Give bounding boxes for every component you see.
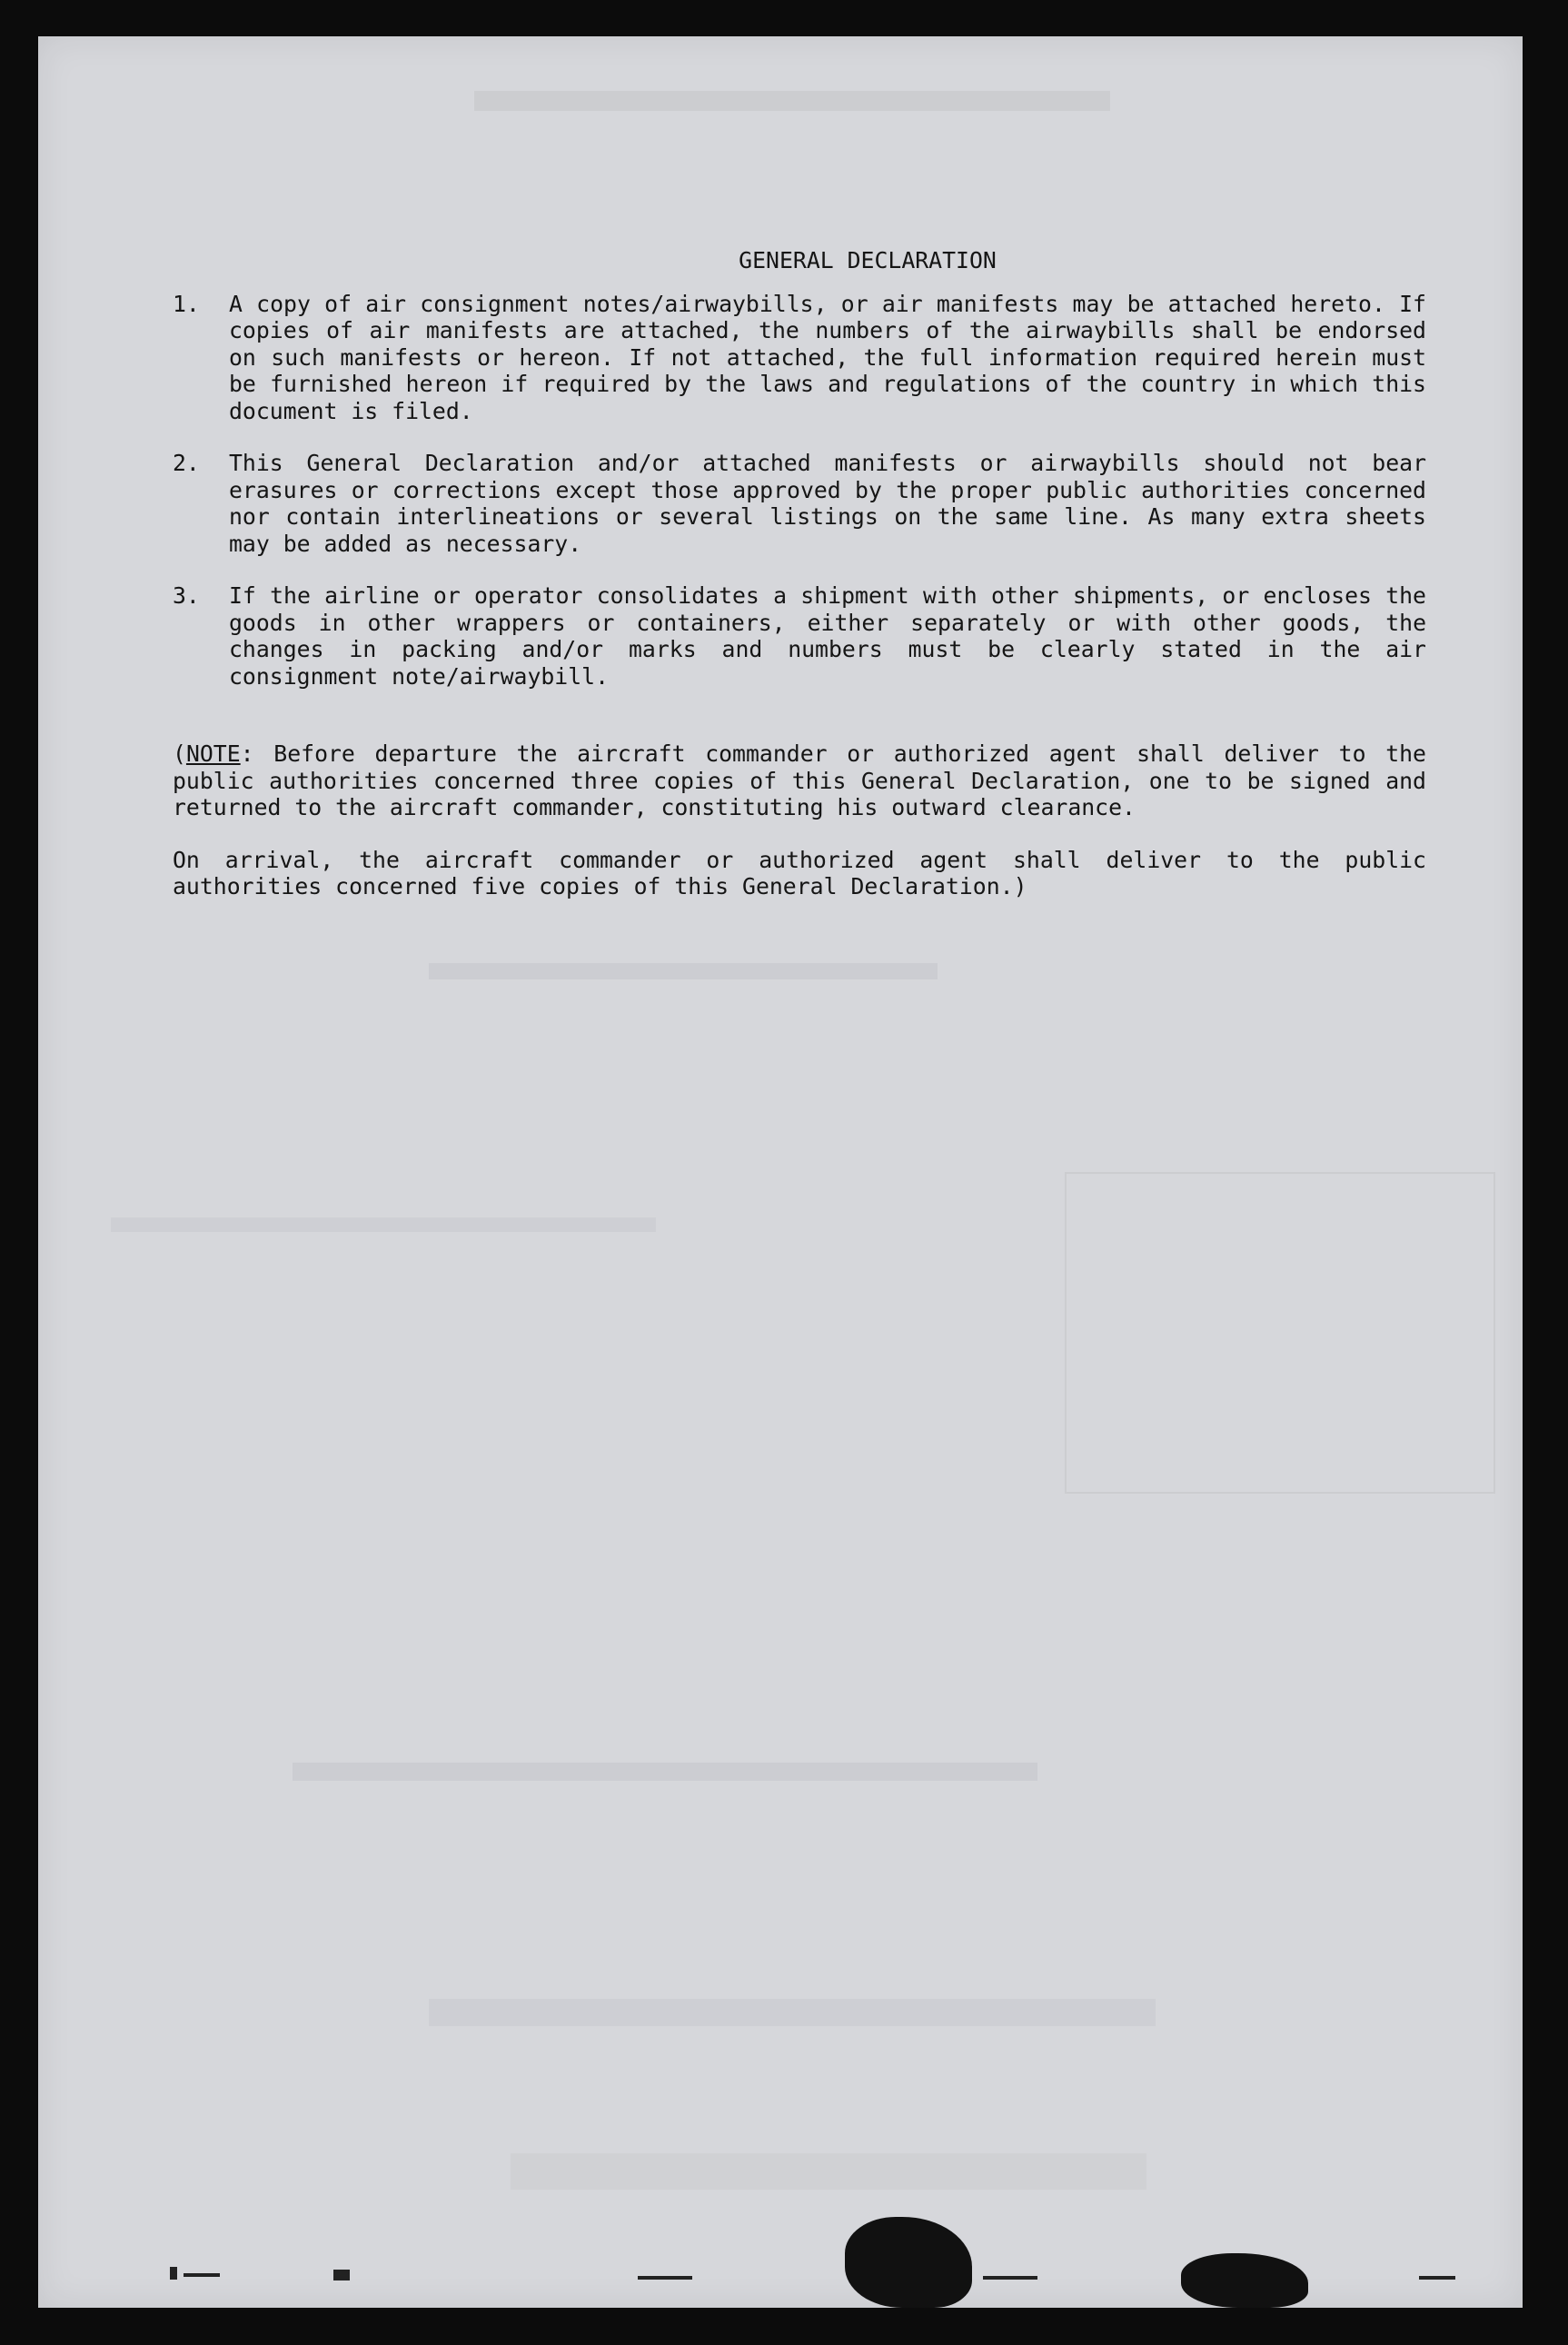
bleed-through-band-2 [429, 963, 938, 979]
list-item [173, 582, 1426, 690]
bleed-through-band-1 [474, 91, 1110, 111]
departure-note [173, 740, 1426, 821]
list-item [173, 291, 1426, 425]
scan-mark [184, 2273, 220, 2277]
note-label: NOTE [185, 740, 241, 767]
scan-mark [1419, 2276, 1455, 2280]
item-number: 3. [173, 582, 200, 609]
scan-mark [983, 2276, 1037, 2280]
note-open-paren: ( [173, 740, 186, 767]
scan-mark [170, 2267, 177, 2280]
item-number: 2. [173, 450, 200, 476]
document-page [38, 36, 1523, 2308]
scan-mark [638, 2276, 692, 2280]
bleed-through-band-4 [293, 1763, 1037, 1781]
scan-mark [333, 2270, 350, 2280]
bleed-through-band-3 [111, 1217, 656, 1232]
document-title: GENERAL DECLARATION [739, 247, 997, 273]
arrival-note: On arrival, the aircraft commander or authorized agent shall deliver to the public authorities concerned five copies of this General Declaration.) [173, 846, 1426, 899]
item-text: If the airline or operator consolidates a shipment with other shipments, or encloses the goods in other wrappers or containers, either separately or with other goods, the changes in packing and/or marks and numbers must be clearly stated in the air consignment note/airwaybill. [229, 582, 1426, 690]
bleed-through-band-5 [429, 1999, 1156, 2026]
list-item [173, 450, 1426, 557]
item-text: This General Declaration and/or attached manifests or airwaybills should not bear erasures or corrections except those approved by the proper public authorities concerned nor contain interlineations or several listings on the same line. As many extra sheets may be added as necessary. [229, 450, 1426, 557]
ink-smudge [845, 2217, 972, 2308]
bleed-through-band-6 [511, 2153, 1146, 2190]
declaration-text [173, 247, 1426, 900]
item-text: A copy of air consignment notes/airwaybills, or air manifests may be attached hereto. If copies of air manifests are attached, the numbers of the airwaybills shall be endorsed on such manifests or hereon. If not attached, the full information required herein must be furnished hereon if required by the laws and regulations of the country in which this document is filed. [229, 290, 1426, 424]
note-text: : Before departure the aircraft commander or authorized agent shall deliver to the public authorities concerned three copies of this General Declaration, one to be signed and returned to the aircraft commander, constituting his outward clearance. [173, 740, 1426, 820]
bleed-through-box [1065, 1172, 1495, 1494]
item-number: 1. [173, 290, 200, 317]
ink-smudge [1181, 2253, 1308, 2308]
